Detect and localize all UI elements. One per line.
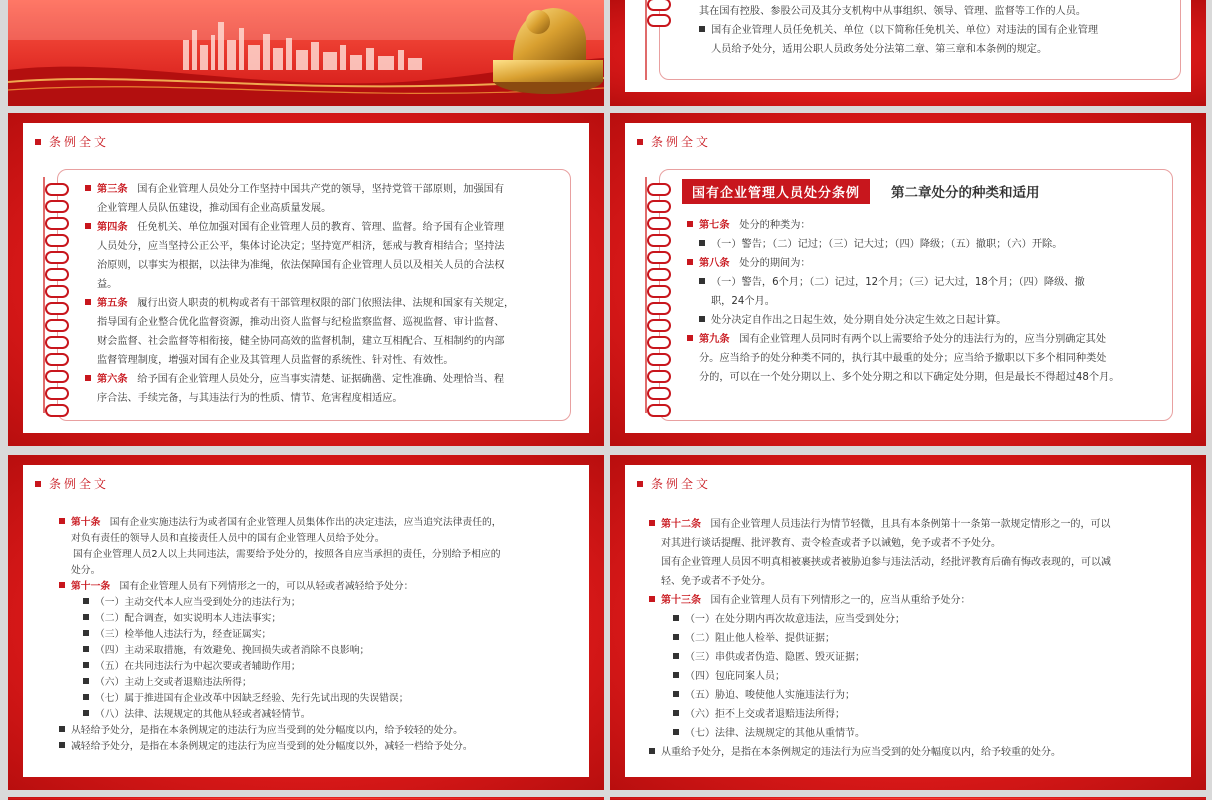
bullet-icon [83,694,89,700]
article-2-line: 人员给予处分，适用公职人员政务处分法第二章、第三章和本条例的规定。 [711,44,1048,55]
square-bullet-icon [35,481,41,487]
articles-7-9-text [687,216,1167,387]
bullet-icon [85,185,91,191]
article-13-item: （六）拒不上交或者退赔违法所得； [649,705,1189,724]
article-13-item: （三）串供或者伪造、隐匿、毁灭证据； [649,648,1189,667]
articles-10-11-text [59,515,579,755]
article-13-item: （四）包庇同案人员； [649,667,1189,686]
slide-card [625,123,1191,433]
square-bullet-icon [637,139,643,145]
slide-articles-3-6 [8,113,604,446]
section-title: 条例全文 [35,475,109,492]
article-13-item: （五）胁迫、唆使他人实施违法行为； [649,686,1189,705]
slide-card [625,465,1191,777]
article-11-item: （五）在共同违法行为中起次要或者辅助作用； [59,659,579,675]
article-10: 第十条 国有企业实施违法行为或者国有企业管理人员集体作出的决定违法，应当追究法律责任的， [59,515,579,531]
slide-articles-10-11 [8,455,604,790]
article-11-item: （四）主动采取措施，有效避免、挽回损失或者消除不良影响； [59,643,579,659]
article-11-item: （六）主动上交或者退赔违法所得； [59,675,579,691]
article-8-item: 处分决定自作出之日起生效，处分期自处分决定生效之日起计算。 [687,311,1167,330]
section-title: 条例全文 [637,475,711,492]
article-8: 第八条 处分的期间为： [687,254,1167,273]
bullet-icon [83,678,89,684]
article-7-item: （一）警告；（二）记过；（三）记大过；（四）降级；（五）撤职；（六）开除。 [687,235,1167,254]
article-10-line: 国有企业管理人员2人以上共同违法，需要给予处分的，按照各自应当承担的责任，分别给予相应的 [73,549,501,560]
article-7: 第七条 处分的种类为： [687,216,1167,235]
article-5: 第五条 履行出资人职责的机构或者有干部管理权限的部门依照法律、法规和国家有关规定， 指导国有企业整合优化监督资源，推动出资人监督与纪检监察监督、巡视监督、审计监督、 财会监督、社会监督等相衔接，健全协同高效的监督机制，建立互相配合、互相制约的内部 监督管理制度，增强对国有企业及其管理人员监督的系统性、针对性、有效性。 [85,294,565,370]
slide-card [625,0,1191,92]
bullet-icon [673,672,679,678]
square-bullet-icon [35,139,41,145]
bullet-icon [85,223,91,229]
article-13-item: （二）阻止他人检举、提供证据； [649,629,1189,648]
article-13: 第十三条 国有企业管理人员有下列情形之一的，应当从重给予处分： [649,591,1189,610]
article-12-line: 轻、免予或者不予处分。 [661,576,771,587]
article-2-bullet-line: 国有企业管理人员任免机关、单位（以下简称任免机关、单位）对违法的国有企业管理 [699,21,1179,40]
article-11-item: （三）检举他人违法行为，经查证属实； [59,627,579,643]
bullet-icon [59,726,65,732]
article-10-line: 处分。 [71,565,101,576]
articles-3-6-text [85,180,565,408]
bullet-icon [85,375,91,381]
article-9-line: 分的，可以在一个处分期以上、多个处分期之和以下确定处分期，但是最长不得超过48个月。 [699,372,1120,383]
city-skyline-decoration [8,0,604,106]
bullet-icon [699,278,705,284]
slide-chapter-2 [610,113,1206,446]
article-10-line: 对负有责任的领导人员和直接责任人员中的国有企业管理人员给予处分。 [71,533,385,544]
article-12: 第十二条 国有企业管理人员违法行为情节轻微，且具有本条例第十一条第一款规定情形之一的，可以 [649,515,1189,534]
bullet-icon [699,316,705,322]
bullet-icon [649,748,655,754]
article-9-line: 分。应当给予的处分种类不同的，执行其中最重的处分；应当给予撤职以下多个相同种类处 [699,353,1107,364]
bullet-icon [83,630,89,636]
bullet-icon [699,240,705,246]
bullet-icon [59,742,65,748]
article-12-line: 国有企业管理人员因不明真相被裹挟或者被胁迫参与违法活动，经批评教育后确有悔改表现的，可以减 [661,557,1111,568]
bullet-icon [83,646,89,652]
bullet-icon [85,299,91,305]
bullet-icon [83,598,89,604]
article-6: 第六条 给予国有企业管理人员处分，应当事实清楚、证据确凿、定性准确、处理恰当、程 序合法、手续完备，与其违法行为的性质、情节、危害程度相适应。 [85,370,565,408]
articles-12-13-text [649,515,1189,762]
bullet-icon [699,26,705,32]
article-11: 第十一条 国有企业管理人员有下列情形之一的，可以从轻或者减轻给予处分： [59,579,579,595]
article-8-item: （一）警告，6个月；（二）记过，12个月；（三）记大过，18个月；（四）降级、撤 [687,273,1167,292]
article-11-note: 从轻给予处分，是指在本条例规定的违法行为应当受到的处分幅度以内，给予较轻的处分。 [59,723,579,739]
bullet-icon [673,634,679,640]
bullet-icon [83,662,89,668]
section-title: 条例全文 [637,133,711,150]
bullet-icon [649,520,655,526]
bullet-icon [687,259,693,265]
slide-article-2-end [610,0,1206,106]
bullet-icon [59,582,65,588]
article-3: 第三条 国有企业管理人员处分工作坚持中国共产党的领导，坚持党管干部原则，加强国有 企业管理人员队伍建设，推动国有企业高质量发展。 [85,180,565,218]
article-11-item: （二）配合调查，如实说明本人违法事实； [59,611,579,627]
bullet-icon [649,596,655,602]
article-2-text [699,2,1179,59]
article-11-item: （八）法律、法规规定的其他从轻或者减轻情节。 [59,707,579,723]
bullet-icon [673,653,679,659]
article-13-item: （七）法律、法规规定的其他从重情节。 [649,724,1189,743]
bullet-icon [673,710,679,716]
article-2-line: 其在国有控股、参股公司及其分支机构中从事组织、领导、管理、监督等工作的人员。 [699,6,1087,17]
article-13-note: 从重给予处分，是指在本条例规定的违法行为应当受到的处分幅度以内，给予较重的处分。 [649,743,1189,762]
bullet-icon [59,518,65,524]
bullet-icon [83,710,89,716]
slide-card [23,465,589,777]
bullet-icon [673,691,679,697]
bullet-icon [673,615,679,621]
article-11-item: （一）主动交代本人应当受到处分的违法行为； [59,595,579,611]
slide-card [23,123,589,433]
article-11-note: 减轻给予处分，是指在本条例规定的违法行为应当受到的处分幅度以外，减轻一档给予处分。 [59,739,579,755]
regulation-title-banner: 国有企业管理人员处分条例 [682,179,870,204]
bullet-icon [687,335,693,341]
square-bullet-icon [637,481,643,487]
article-9: 第九条 国有企业管理人员同时有两个以上需要给予处分的违法行为的，应当分别确定其处 [687,330,1167,349]
article-8-item-cont: 职，24个月。 [711,296,775,307]
slide-cover-bottom [8,0,604,106]
article-4: 第四条 任免机关、单位加强对国有企业管理人员的教育、管理、监督。给予国有企业管理 人员处分，应当坚持公正公平，集体讨论决定；坚持宽严相济，惩戒与教育相结合；坚持法 治原则，以事实为根据，以法律为准绳，依法保障国有企业管理人员以及相关人员的合法权 益。 [85,218,565,294]
bullet-icon [687,221,693,227]
slide-articles-12-13 [610,455,1206,790]
article-13-item: （一）在处分期内再次故意违法，应当受到处分； [649,610,1189,629]
frame-accent-line [645,0,647,80]
article-11-item: （七）属于推进国有企业改革中因缺乏经验、先行先试出现的失误错误； [59,691,579,707]
bullet-icon [83,614,89,620]
bullet-icon [673,729,679,735]
section-title: 条例全文 [35,133,109,150]
chapter-title: 第二章处分的种类和适用 [891,185,1040,201]
article-12-line: 对其进行谈话提醒、批评教育、责令检查或者予以诫勉，免予或者不予处分。 [661,538,1001,549]
